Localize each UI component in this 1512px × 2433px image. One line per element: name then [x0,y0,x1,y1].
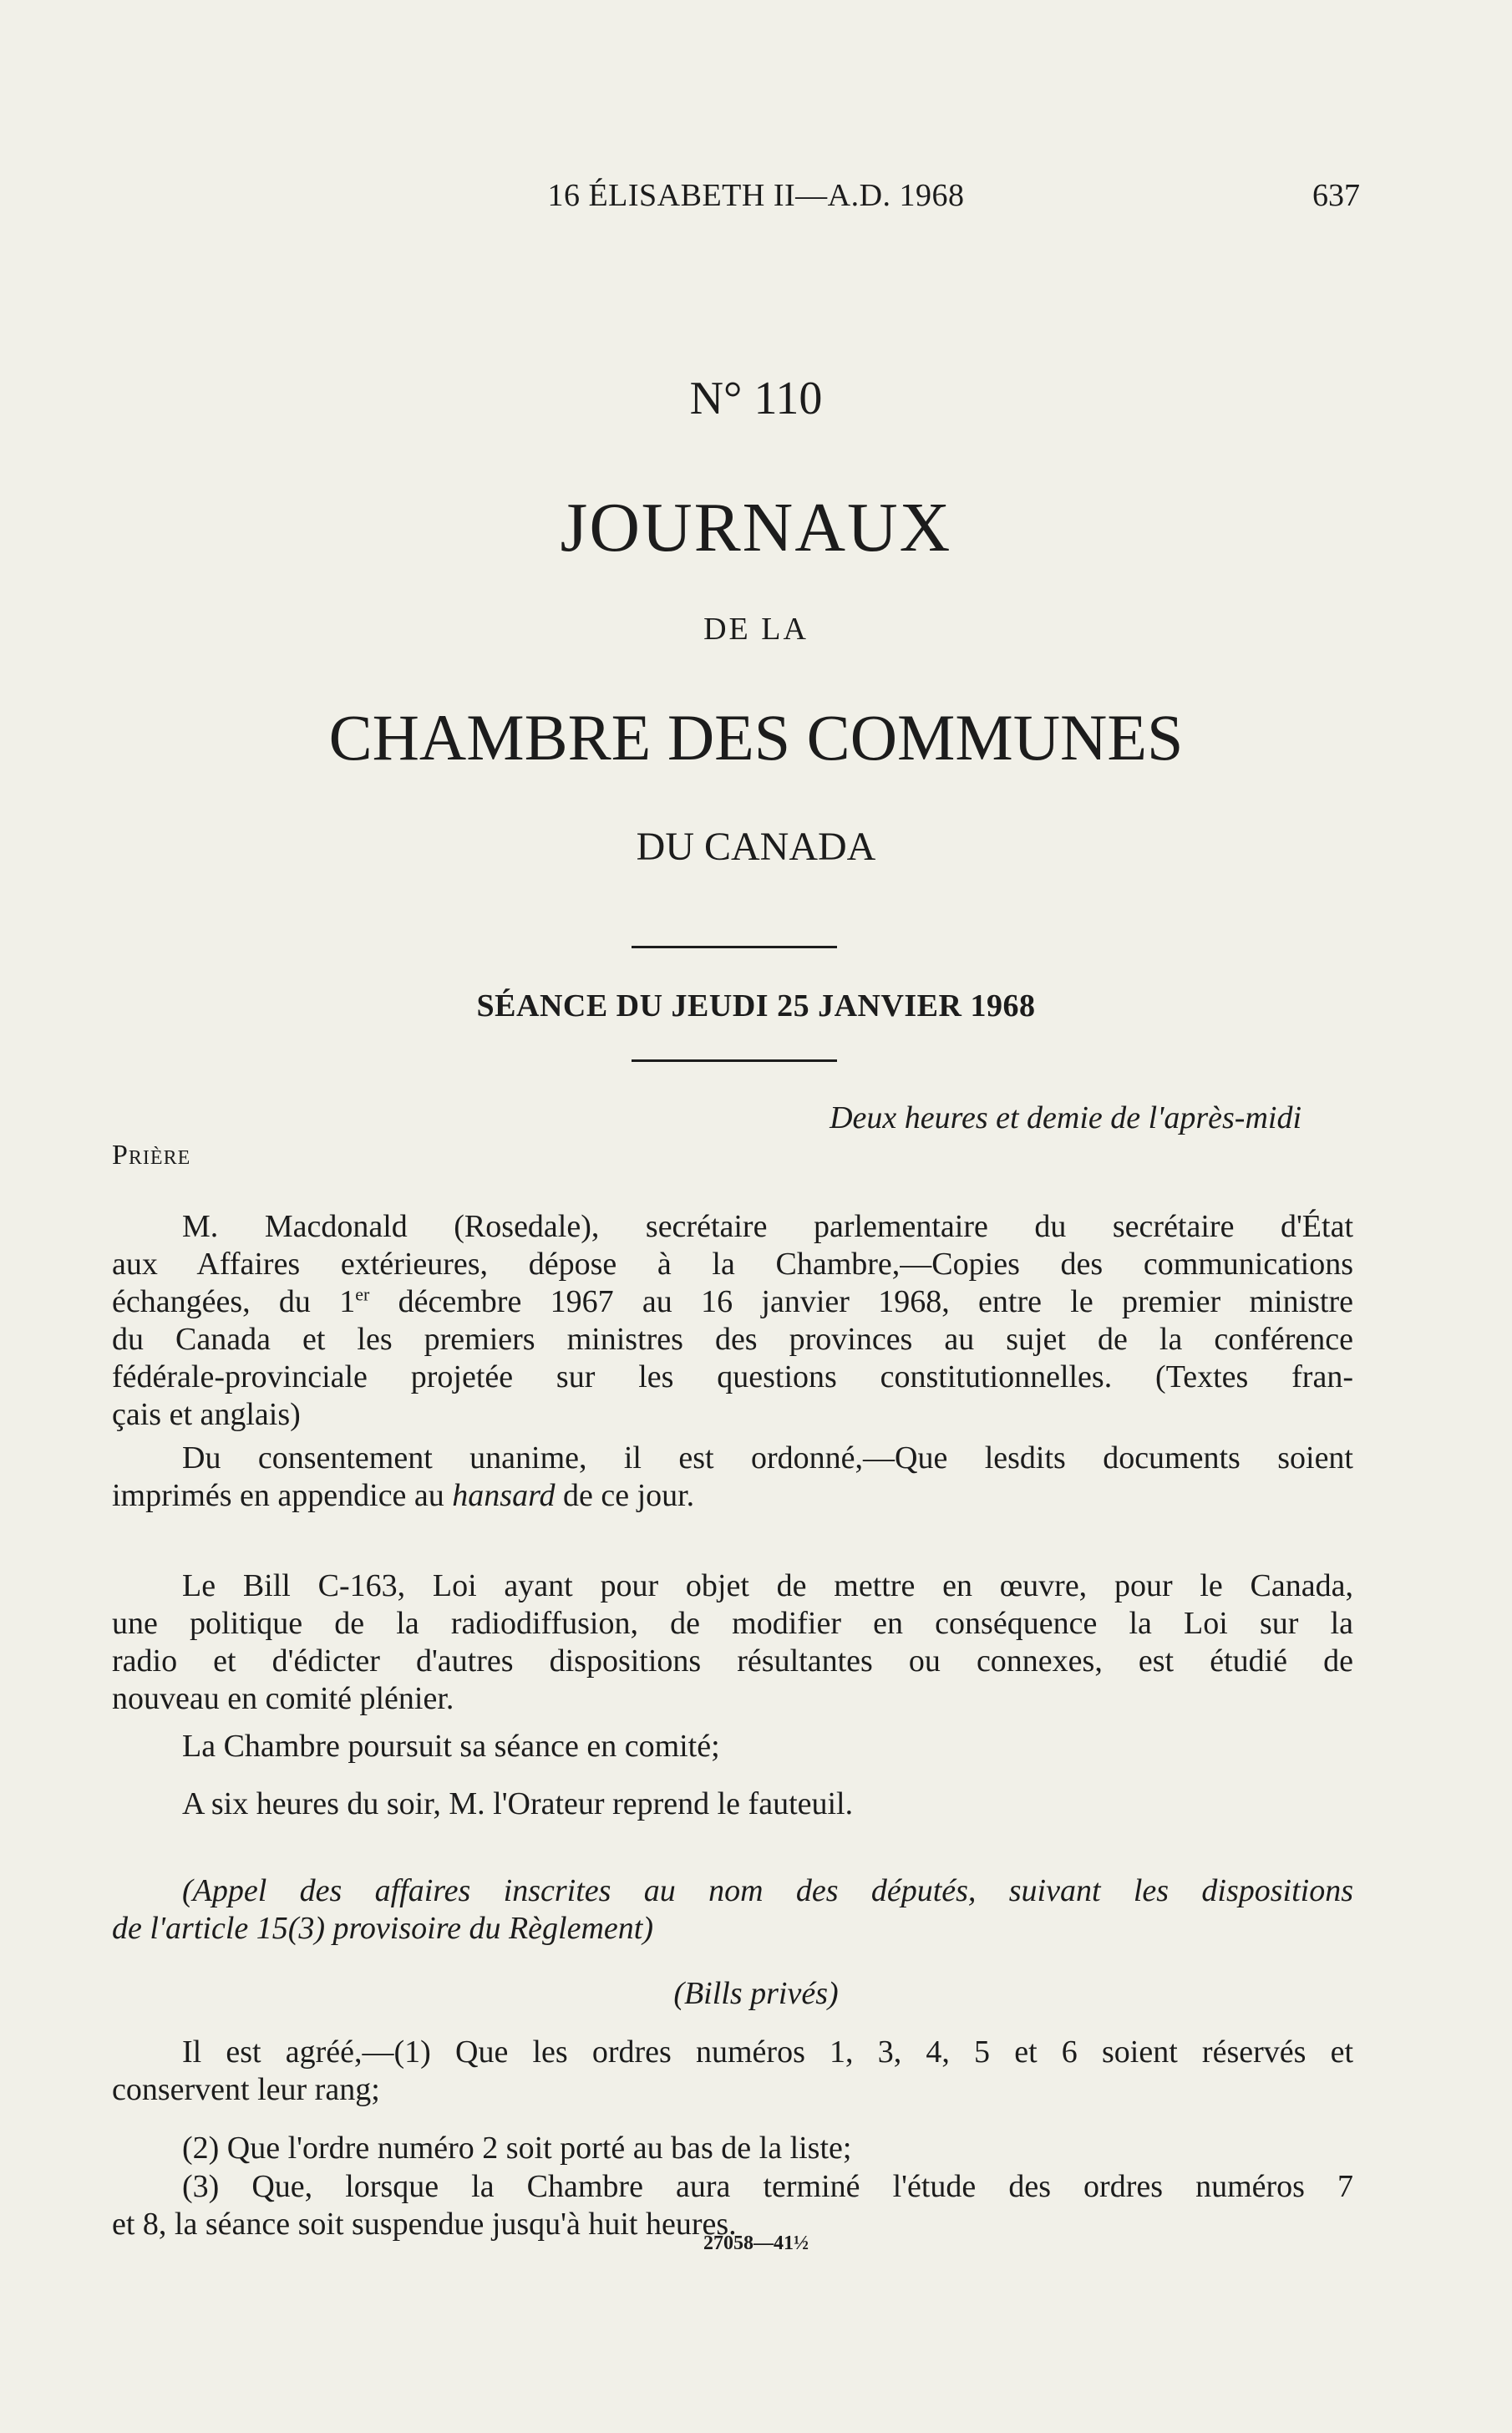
text-line: une politique de la radiodiffusion, de modifier en conséquence la Loi sur la [112,1606,1353,1641]
text-line [112,1283,1353,1321]
paragraph-poursuit [112,1728,1353,1765]
paragraph-agree [112,2034,1353,2109]
paragraph-six-heures [112,1785,1353,1823]
printer-code: 27058—41½ [703,2232,809,2254]
text-line: Il est agréé,—(1) Que les ordres numéros 1, 3, 4, 5 et 6 soient réservés et [182,2034,1353,2070]
text-line: (Appel des affaires inscrites au nom des députés, suivant les dispositions [182,1873,1353,1908]
paragraph-bill-c163 [112,1567,1353,1718]
paragraph-appel [112,1872,1353,1948]
text-line: nouveau en comité plénier. [112,1681,454,1716]
text-line: radio et d'édicter d'autres dispositions résultantes ou connexes, est étudié de [112,1643,1353,1679]
running-header: 16 ÉLISABETH II—A.D. 1968 [547,178,965,213]
divider-bottom [632,1059,837,1062]
text-line: Le Bill C-163, Loi ayant pour objet de mettre en œuvre, pour le Canada, [182,1568,1353,1603]
title-journaux: JOURNAUX [560,489,952,566]
text-line: (3) Que, lorsque la Chambre aura terminé l'étude des ordres numéros 7 [182,2169,1353,2204]
paragraph-consent [112,1440,1353,1515]
title-du-canada: DU CANADA [636,825,876,869]
text-fragment: décembre 1967 au 16 janvier 1968, entre le premier ministre [369,1284,1353,1319]
italic-fragment: hansard [452,1478,556,1513]
text-line: du Canada et les premiers ministres des provinces au sujet de la conférence [112,1322,1353,1357]
title-de-la: DE LA [703,612,809,647]
text-line [112,1477,1353,1515]
title-chambre: CHAMBRE DES COMMUNES [328,701,1184,774]
text-line: M. Macdonald (Rosedale), secrétaire parlementaire du secrétaire d'État [182,1209,1353,1244]
text-fragment: de ce jour. [555,1478,695,1513]
text-line: (2) Que l'ordre numéro 2 soit porté au bas de la liste; [182,2131,852,2166]
text-line: çais et anglais) [112,1397,301,1432]
text-line: de l'article 15(3) provisoire du Règlement) [112,1911,653,1946]
subheading-bills-prives: (Bills privés) [673,1976,839,2011]
divider-top [632,946,837,948]
text-line: fédérale-provinciale projetée sur les questions constitutionnelles. (Textes fran- [112,1359,1353,1394]
page-number: 637 [1312,178,1360,213]
text-line: aux Affaires extérieures, dépose à la Chambre,—Copies des communications [112,1247,1353,1282]
session-time: Deux heures et demie de l'après-midi [830,1100,1301,1135]
text-line: et 8, la séance soit suspendue jusqu'à huit heures. [112,2207,737,2242]
journal-number: N° 110 [689,373,823,424]
text-line: conservent leur rang; [112,2072,380,2107]
text-fragment: échangées, du 1 [112,1284,356,1319]
text-fragment: imprimés en appendice au [112,1478,453,1513]
paragraph-macdonald [112,1208,1353,1434]
text-line: La Chambre poursuit sa séance en comité; [182,1729,720,1764]
text-line: Du consentement unanime, il est ordonné,—Que lesdits documents soient [182,1440,1353,1476]
superscript: er [355,1283,370,1305]
paragraph-order-2 [112,2130,1353,2167]
text-line: A six heures du soir, M. l'Orateur reprend le fauteuil. [182,1786,854,1821]
prayer-heading: Prière [112,1140,191,1171]
session-heading: SÉANCE DU JEUDI 25 JANVIER 1968 [476,988,1036,1023]
